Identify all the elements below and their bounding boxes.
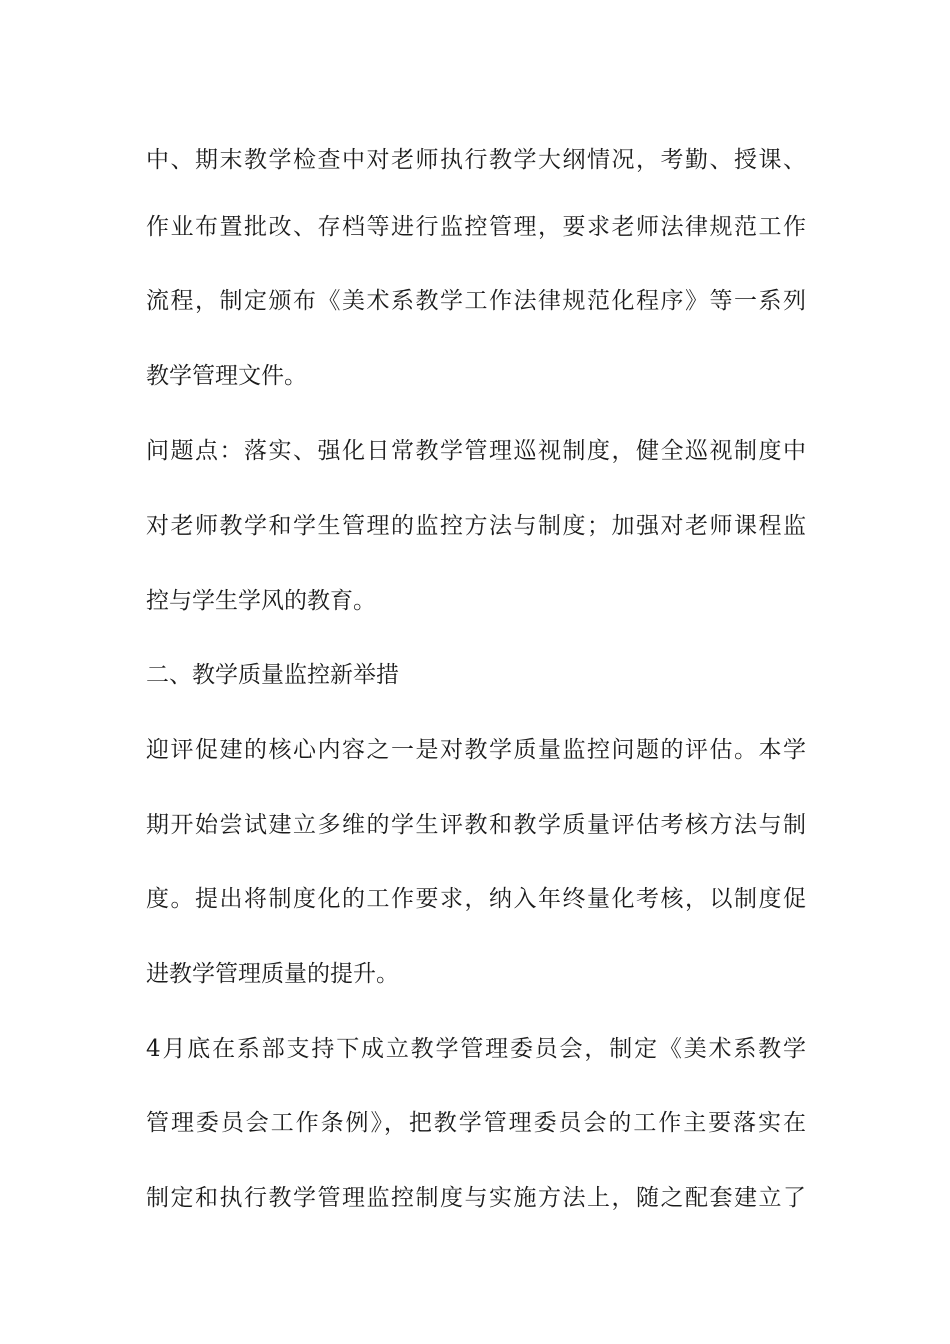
paragraph-line: 制定和执行教学管理监控制度与实施方法上，随之配套建立了 (146, 1185, 806, 1211)
paragraph-line: 中、期末教学检查中对老师执行教学大纲情况，考勤、授课、 (146, 147, 806, 173)
paragraph-line: 管理委员会工作条例》，把教学管理委员会的工作主要落实在 (146, 1110, 806, 1136)
paragraph-line: 作业布置批改、存档等进行监控管理，要求老师法律规范工作 (146, 214, 806, 240)
paragraph-line: 对老师教学和学生管理的监控方法与制度；加强对老师课程监 (146, 513, 806, 539)
paragraph-line: 控与学生学风的教育。 (146, 588, 376, 614)
paragraph-line: 期开始尝试建立多维的学生评教和教学质量评估考核方法与制 (146, 812, 806, 838)
paragraph-line: 进教学管理质量的提升。 (146, 961, 399, 987)
section-heading: 二、教学质量监控新举措 (146, 662, 399, 688)
paragraph-line: 流程，制定颁布《美术系教学工作法律规范化程序》等一系列 (146, 288, 806, 314)
paragraph-line: 迎评促建的核心内容之一是对教学质量监控问题的评估。本学 (146, 737, 806, 763)
paragraph-line: 4月底在系部支持下成立教学管理委员会，制定《美术系教学 (146, 1036, 806, 1062)
paragraph-line: 度。提出将制度化的工作要求，纳入年终量化考核，以制度促 (146, 886, 806, 912)
paragraph-line: 问题点：落实、强化日常教学管理巡视制度，健全巡视制度中 (146, 438, 806, 464)
paragraph-line: 教学管理文件。 (146, 363, 307, 389)
